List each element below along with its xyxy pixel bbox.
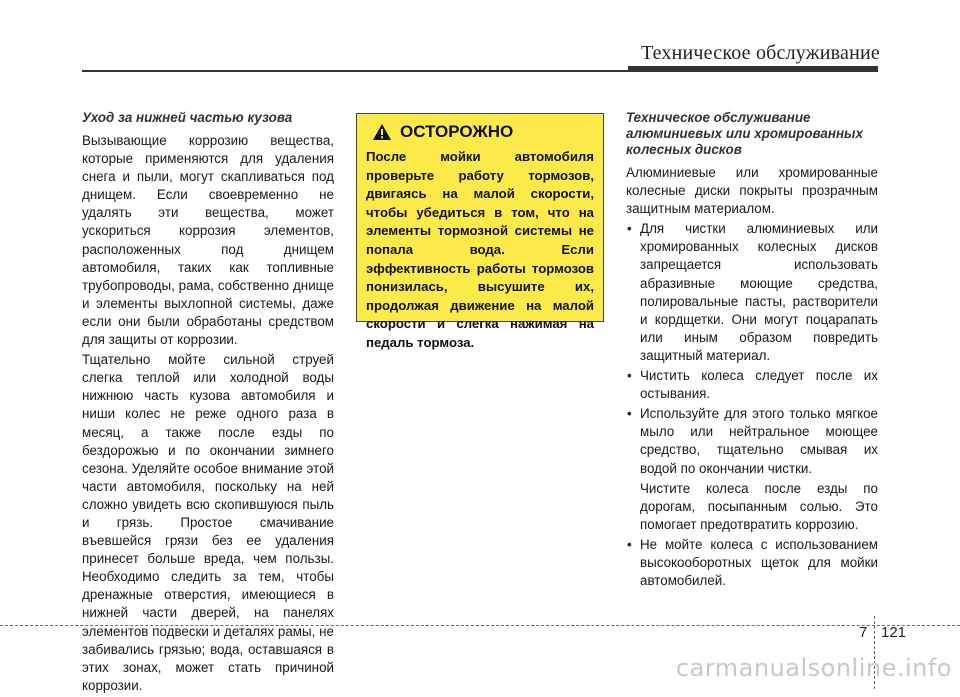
page-number: 121 [881, 624, 907, 641]
right-column [626, 110, 878, 592]
header-rule-accent [628, 66, 878, 72]
section-title-underbody: Уход за нижней частью кузова [82, 110, 293, 125]
section-title-wheels: Техническое обслуживание алюминиевых или хромированных колесных дисков [626, 110, 863, 157]
indented-paragraph: Чистите колеса после езды по дорогам, посыпанным солью. Это помогает предотвратить коррозию. [640, 480, 878, 532]
list-item: • Чистить колеса следует после их остывания. [626, 367, 878, 403]
warning-box [356, 113, 604, 350]
warning-text: После мойки автомобиля проверьте работу тормозов, двигаясь на малой скорости, чтобы убедиться в том, что на элементы тормозной системы не попала вода. Если эффективность работы тормозов понизилась, высушите их, продолжая движение на малой скорости и слегка нажимая на педаль тормоза. [366, 149, 594, 350]
bullet-list [626, 536, 878, 590]
bullet-list [626, 220, 878, 477]
watermark: carmanualsonline.info [675, 654, 952, 682]
page-header-title: Техническое обслуживание [640, 42, 880, 64]
chapter-number: 7 [859, 624, 868, 641]
warning-title: ОСТОРОЖНО [400, 122, 514, 141]
list-item: • Для чистки алюминиевых или хромированных колесных дисков запрещается использовать абразивные моющие средства, полировальные пасты, растворители и кордщетки. Они могут поцарапать или иным образом повредить защитный материал. [626, 220, 878, 365]
paragraph: Тщательно мойте сильной струей слегка теплой или холодной воды нижнюю часть кузова автомобиля и ниши колес не реже одного раза в месяц, а также после езды по бездорожью и по окончании зимнего сезона. Уделяйте особое внимание этой части автомобиля, поскольку на ней сложно увидеть всю скопившуюся пыль и грязь. Простое смачивание въевшейся грязи без ее удаления принесет больше вреда, чем пользы. Необходимо следить за тем, чтобы дренажные отверстия, имеющиеся в нижней части дверей, на панелях элементов подвески и деталях рамы, не забивались грязью; вода, оставшаяся в этих зонах, может стать причиной коррозии. [82, 352, 334, 693]
list-item: • Не мойте колеса с использованием высокооборотных щеток для мойки автомобилей. [626, 536, 878, 590]
left-column [82, 110, 334, 697]
paragraph: Алюминиевые или хромированные колесные диски покрыты прозрачным защитным материалом. [626, 165, 878, 217]
warning-header [372, 122, 594, 142]
footer-rule [0, 625, 960, 626]
warning-triangle-icon [372, 123, 392, 141]
paragraph: Вызывающие коррозию вещества, которые применяются для удаления снега и пыли, могут скапливаться под днищем. Если своевременно не удалять эти вещества, может ускориться коррозия элементов, расположенных под днищем автомобиля, таких как топливные трубопроводы, рама, собственно днище и элементы выхлопной системы, даже если они были обработаны средством для защиты от коррозии. [82, 133, 334, 348]
list-item: • Используйте для этого только мягкое мыло или нейтральное моющее средство, тщательно смывая их водой по окончании чистки. [626, 405, 878, 477]
